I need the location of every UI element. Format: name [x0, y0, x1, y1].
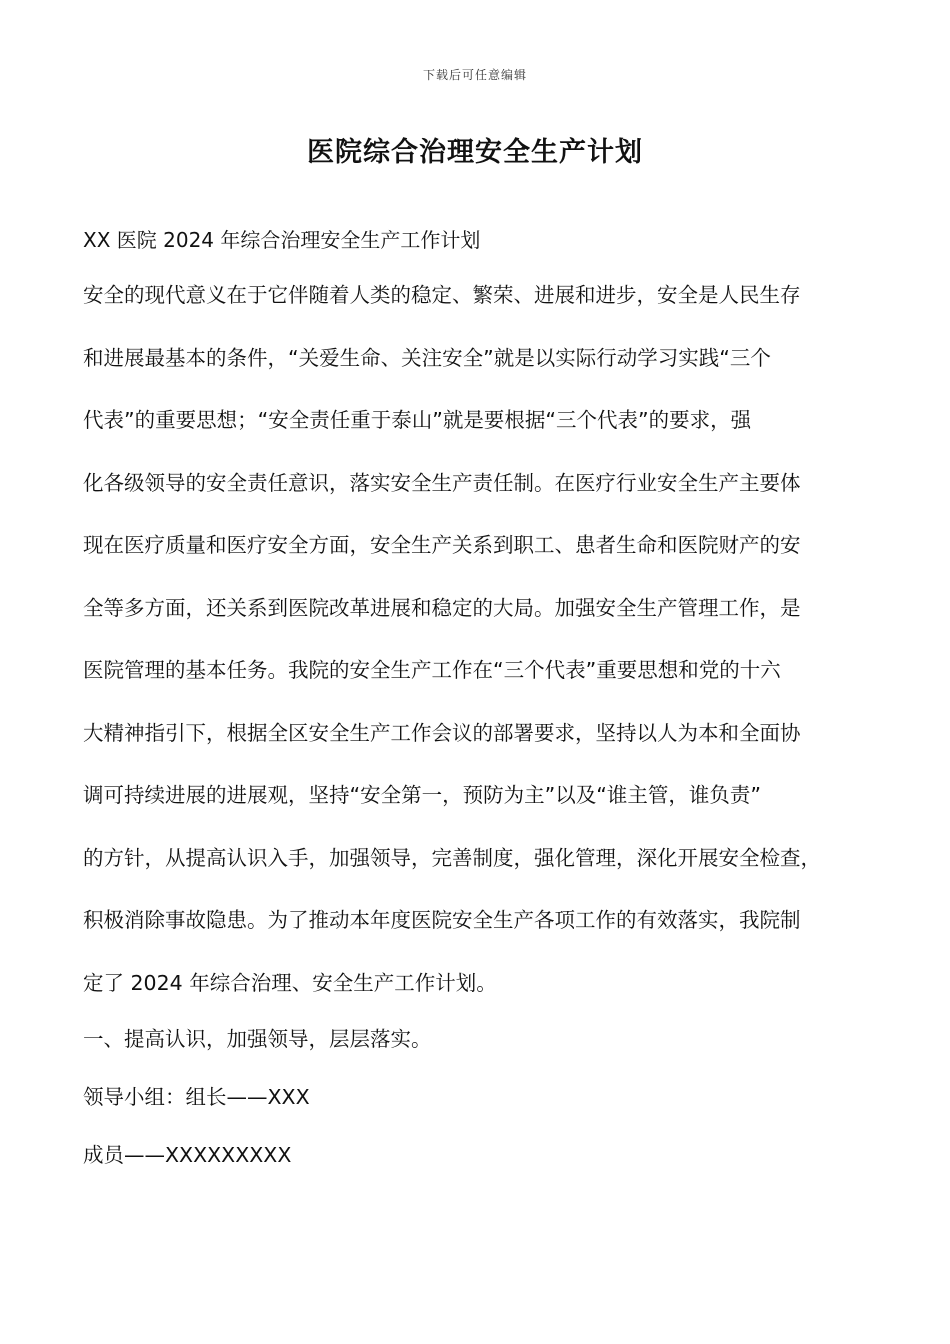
- paragraph-line: 的方针，从提高认识入手，加强领导，完善制度，强化管理，深化开展安全检查，: [83, 845, 821, 870]
- intro-paragraph: [83, 264, 881, 1014]
- paragraph-line: 积极消除事故隐患。为了推动本年度医院安全生产各项工作的有效落实，我院制: [83, 908, 801, 932]
- leader-group-line: 领导小组：组长——XXX: [83, 1085, 310, 1109]
- paragraph-line: 大精神指引下，根据全区安全生产工作会议的部署要求，坚持以人为本和全面协: [83, 720, 801, 745]
- members-line: 成员——XXXXXXXXX: [83, 1143, 292, 1167]
- paragraph-line: 定了 2024 年综合治理、安全生产工作计划。: [83, 970, 497, 995]
- paragraph-line: 安全的现代意义在于它伴随着人类的稳定、繁荣、进展和进步，安全是人民生存: [83, 283, 801, 307]
- paragraph-line: 化各级领导的安全责任意识，落实安全生产责任制。在医疗行业安全生产主要体: [83, 470, 801, 495]
- paragraph-line: 调可持续进展的进展观，坚持“安全第一，预防为主”以及“谁主管，谁负责”: [83, 783, 761, 807]
- paragraph-line: 现在医疗质量和医疗安全方面，安全生产关系到职工、患者生命和医院财产的安: [83, 533, 801, 557]
- paragraph-line: 和进展最基本的条件，“关爱生命、关注安全”就是以实际行动学习实践“三个: [83, 345, 771, 370]
- paragraph-line: 医院管理的基本任务。我院的安全生产工作在“三个代表”重要思想和党的十六: [83, 658, 781, 682]
- document-title: 医院综合治理安全生产计划: [307, 137, 643, 168]
- paragraph-line: 代表”的重要思想；“安全责任重于泰山”就是要根据“三个代表”的要求，强: [83, 408, 752, 432]
- paragraph-line: 全等多方面，还关系到医院改革进展和稳定的大局。加强安全生产管理工作，是: [83, 595, 801, 620]
- header-note: 下载后可任意编辑: [422, 68, 527, 82]
- document-subtitle: XX 医院 2024 年综合治理安全生产工作计划: [83, 228, 481, 252]
- section-heading: 一、提高认识，加强领导，层层落实。: [83, 1027, 432, 1051]
